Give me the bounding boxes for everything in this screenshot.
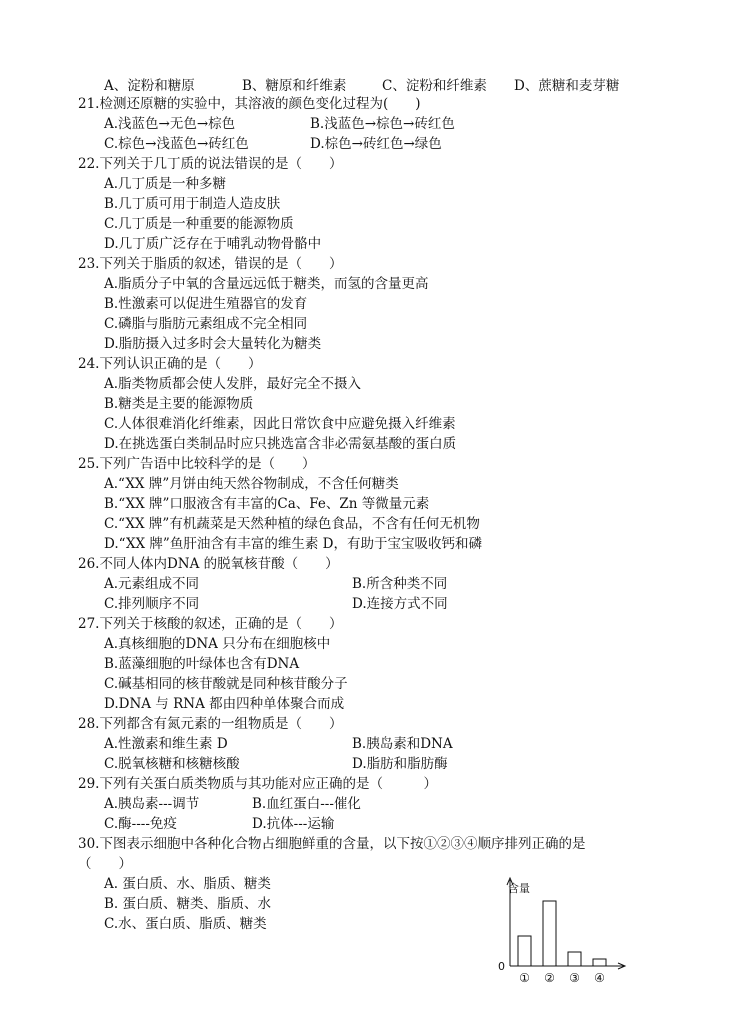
- q27-stem: 27.下列关于核酸的叙述，正确的是（ ）: [78, 616, 343, 632]
- q25-stem: 25.下列广告语中比较科学的是（ ）: [78, 456, 316, 472]
- bar-3: [568, 952, 581, 966]
- q23-option-a: A.脂质分子中氧的含量远远低于糖类，而氢的含量更高: [104, 276, 429, 292]
- q21-option-c: C.棕色→浅蓝色→砖红色: [104, 136, 249, 152]
- q28-option-c: C.脱氧核糖和核糖核酸: [104, 756, 240, 772]
- q21-option-b: B.浅蓝色→棕色→砖红色: [310, 116, 455, 132]
- q29-option-a: A.胰岛素---调节: [104, 796, 200, 812]
- q27-option-b: B.蓝藻细胞的叶绿体也含有DNA: [104, 656, 300, 672]
- x-tick-label-3: ③: [569, 971, 580, 985]
- q20-option-d: D、蔗糖和麦芽糖: [514, 78, 620, 94]
- bar-4: [593, 959, 606, 966]
- q26-option-c: C.排列顺序不同: [104, 596, 200, 612]
- q21-stem: 21.检测还原糖的实验中，其溶液的颜色变化过程为( ): [78, 96, 421, 112]
- q25-option-a: A.“XX 牌”月饼由纯天然谷物制成，不含任何糖类: [104, 476, 399, 492]
- q21-option-a: A.浅蓝色→无色→棕色: [104, 116, 236, 132]
- q25-option-b: B.“XX 牌”口服液含有丰富的Ca、Fe、Zn 等微量元素: [104, 496, 430, 512]
- q21-option-d: D.棕色→砖红色→绿色: [310, 136, 442, 152]
- q22-option-a: A.几丁质是一种多糖: [104, 176, 227, 192]
- q28-stem: 28.下列都含有氮元素的一组物质是（ ）: [78, 716, 343, 732]
- q24-option-a: A.脂类物质都会使人发胖，最好完全不摄入: [104, 376, 362, 392]
- q27-option-a: A.真核细胞的DNA 只分布在细胞核中: [104, 636, 331, 652]
- q25-option-c: C.“XX 牌”有机蔬菜是天然种植的绿色食品，不含有任何无机物: [104, 516, 480, 532]
- q28-option-d: D.脂肪和脂肪酶: [352, 756, 448, 772]
- q24-option-c: C.人体很难消化纤维素，因此日常饮食中应避免摄入纤维素: [104, 416, 456, 432]
- q27-option-c: C.碱基相同的核苷酸就是同种核苷酸分子: [104, 676, 348, 692]
- q30-option-c: C.水、蛋白质、脂质、糖类: [104, 916, 267, 932]
- x-tick-label-2: ②: [544, 971, 555, 985]
- q26-stem: 26.不同人体内DNA 的脱氧核苷酸（ ）: [78, 556, 339, 572]
- y-axis-label: 含量: [508, 882, 530, 895]
- q24-option-d: D.在挑选蛋白类制品时应只挑选富含非必需氨基酸的蛋白质: [104, 436, 457, 452]
- q22-stem: 22.下列关于几丁质的说法错误的是（ ）: [78, 156, 343, 172]
- chart-bars: [518, 901, 606, 966]
- q29-stem: 29.下列有关蛋白质类物质与其功能对应正确的是（ ）: [78, 776, 437, 792]
- q22-option-d: D.几丁质广泛存在于哺乳动物骨骼中: [104, 236, 322, 252]
- q22-option-c: C.几丁质是一种重要的能源物质: [104, 216, 294, 232]
- x-tick-label-1: ①: [519, 971, 530, 985]
- q26-option-a: A.元素组成不同: [104, 576, 200, 592]
- q23-option-d: D.脂肪摄入过多时会大量转化为糖类: [104, 336, 322, 352]
- q26-option-d: D.连接方式不同: [352, 596, 448, 612]
- q24-stem: 24.下列认识正确的是（ ）: [78, 356, 262, 372]
- q30-answer-blank: （ ）: [78, 856, 132, 872]
- q28-option-a: A.性激素和维生素 D: [104, 736, 228, 752]
- q23-option-b: B.性激素可以促进生殖器官的发育: [104, 296, 308, 312]
- q27-option-d: D.DNA 与 RNA 都由四种单体聚合而成: [104, 696, 345, 712]
- q29-option-b: B.血红蛋白---催化: [252, 796, 361, 812]
- q30-option-a: A. 蛋白质、水、脂质、糖类: [104, 876, 271, 892]
- q23-stem: 23.下列关于脂质的叙述，错误的是（ ）: [78, 256, 343, 272]
- origin-label: 0: [498, 960, 505, 973]
- q30-option-b: B. 蛋白质、糖类、脂质、水: [104, 896, 272, 912]
- q23-option-c: C.磷脂与脂肪元素组成不完全相同: [104, 316, 308, 332]
- q26-option-b: B.所含种类不同: [352, 576, 448, 592]
- q24-option-b: B.糖类是主要的能源物质: [104, 396, 254, 412]
- q20-option-a: A、淀粉和糖原: [104, 78, 195, 94]
- q28-option-b: B.胰岛素和DNA: [352, 736, 453, 752]
- q30-stem: 30.下图表示细胞中各种化合物占细胞鲜重的含量，以下按①②③④顺序排列正确的是: [78, 836, 586, 852]
- bar-1: [518, 936, 531, 966]
- q20-option-c: C、淀粉和纤维素: [382, 78, 487, 94]
- x-tick-label-4: ④: [594, 971, 605, 985]
- q25-option-d: D.“XX 牌”鱼肝油含有丰富的维生素 D，有助于宝宝吸收钙和磷: [104, 536, 482, 552]
- q29-option-d: D.抗体---运输: [252, 816, 335, 832]
- q29-option-c: C.酶----免疫: [104, 816, 177, 832]
- compound-content-chart: [492, 874, 632, 986]
- q22-option-b: B.几丁质可用于制造人造皮肤: [104, 196, 281, 212]
- q20-option-b: B、糖原和纤维素: [242, 78, 347, 94]
- bar-2: [543, 901, 556, 966]
